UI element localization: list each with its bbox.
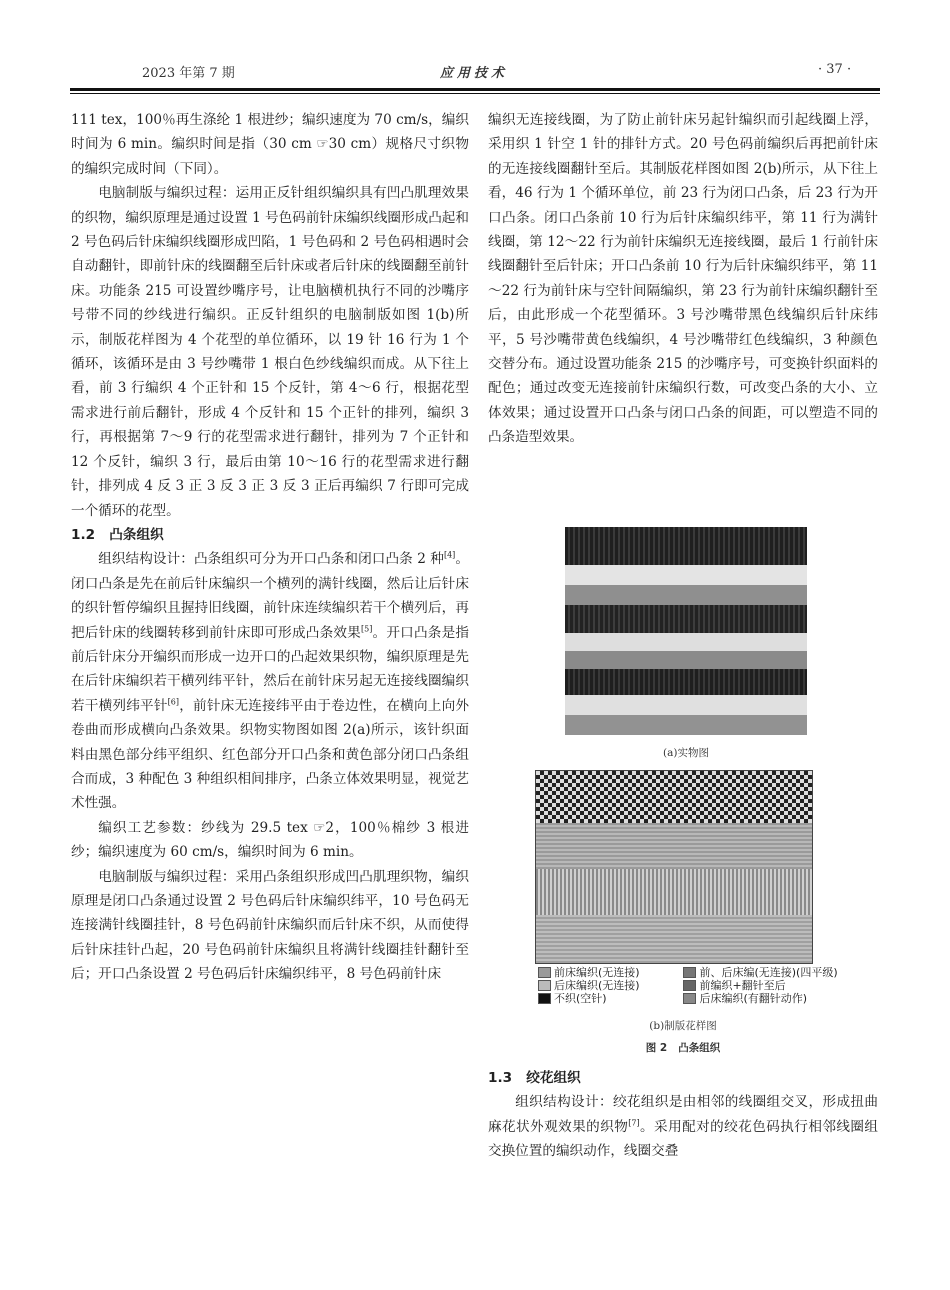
legend-swatch [683,967,696,978]
paragraph [71,547,469,815]
figure-name: 凸条组织 [678,1042,721,1054]
text-run: 组织结构设计：凸条组织可分为开口凸条和闭口凸条 2 种 [98,551,444,568]
left-column [71,108,469,987]
legend-item [538,992,683,1005]
text-run: 。开口凸条是指前后针床分开编织而形成一边开口的凸起效果织物，编织原理是先在后针床编织若干横列纬平针，然后在前针床另起无连接线圈编织若干横列纬平针 [71,624,470,714]
text-run: 。采用配对的绞花色码执行相邻线圈组交换位置的编织动作，线圈交叠 [488,1118,879,1160]
section-number: 1.2 [71,526,96,543]
figure-number: 图 2 [645,1042,668,1054]
legend-item [683,979,858,992]
paragraph: 电脑制版与编织过程：运用正反针组织编织具有凹凸肌理效果的织物，编织原理是通过设置 1 号色码前针床编织线圈形成凸起和 2 号色码后针床编织线圈形成凹陷，1 号色码和 2 号色码相遇时会自动翻针，即前针床的线圈翻至后针床或者后针床的线圈翻至前针床。功能条 215 可设置纱嘴序号，让电脑横机执行不同的沙嘴序号带不同的纱线进行编织。正反针组织的电脑制版如图 1(b)所示，制版花样图为 4 个花型的单位循环，以 19 针 16 行为 1 个循环，该循环是由 3 号纱嘴带 1 根白色纱线编织而成。从下往上看，前 3 行编织 4 个正针和 15 个反针，第 4～6 行，根据花型需求进行前后翻针，形成 4 个反针和 15 个正针的排列，编织 3 行，再根据第 7～9 行的花型需求进行翻针，排列为 7 个正针和 12 个反针，编织 3 行，最后由第 10～16 行的花型需求进行翻针，排列成 4 反 3 正 3 反 3 正 3 反 3 正后再编织 7 行即可完成一个循环的花型。 [71,185,469,519]
knitting-pattern-chart [535,770,813,964]
section-heading-1-2 [71,523,469,547]
legend-label: 后床编织(有翻针动作) [699,992,808,1005]
journal-issue: 2023 年第 7 期 [142,66,235,81]
section-title: 凸条组织 [109,526,164,543]
section-heading-1-3 [488,1066,878,1090]
legend-swatch [683,980,696,991]
text-run: 。闭口凸条是先在前后针床编织一个横列的满针线圈，然后让后针床的织针暂停编织且握持旧线圈，前针床连续编织若干个横列后，再把后针床的线圈转移到前针床即可形成凸条效果 [71,551,469,641]
text-run: 组织结构设计：绞花组织是由相邻的线圈组交叉，形成扭曲麻花状外观效果的织物 [488,1094,878,1135]
citation: [7] [628,1118,640,1128]
legend-label: 后床编织(无连接) [554,979,640,992]
legend-swatch [538,980,551,991]
figure-caption-a: (a)实物图 [663,747,709,759]
legend-label: 不织(空针) [554,992,607,1005]
legend-label: 前编织+翻针至后 [699,979,786,992]
header-rule-thin [70,93,880,94]
citation: [4] [443,550,456,560]
legend-item [683,992,858,1005]
figure-title [563,1040,803,1055]
fabric-photo [565,527,807,735]
legend-label: 前、后床编(无连接)(四平级) [699,966,838,979]
legend-item [538,979,683,992]
right-column [488,108,878,450]
figure-caption-b: (b)制版花样图 [649,1020,717,1032]
right-column-lower [488,1066,878,1164]
paragraph: 编织工艺参数：纱线为 29.5 tex ☞2，100％棉纱 3 根进纱；编织速度为 60 cm/s，编织时间为 6 min。 [71,819,469,861]
paragraph [488,1090,878,1163]
legend-item [683,966,858,979]
pattern-legend [538,966,858,1005]
legend-label: 前床编织(无连接) [554,966,640,979]
citation: [5] [361,624,373,633]
page-number: · 37 · [818,62,852,77]
legend-swatch [538,993,551,1004]
paragraph: 编织无连接线圈，为了防止前针床另起针编织而引起线圈上浮，采用织 1 针空 1 针的排针方式。20 号色码前编织后再把前针床的无连接线圈翻针至后。其制版花样图如图 2(b)所示，从下往上看，46 行为 1 个循环单位，前 23 行为闭口凸条，后 23 行为开口凸条。闭口凸条前 10 行为后针床编织纬平，第 11 行为满针线圈，第 12～22 行为前针床编织无连接线圈，最后 1 行前针床线圈翻针至后针床；开口凸条前 10 行为后针床编织纬平，第 11～22 行为前针床与空针间隔编织，第 23 行为前针床编织翻针至后，由此形成一个花型循环。3 号沙嘴带黑色线编织后针床纬平，5 号沙嘴带黄色线编织，4 号沙嘴带红色线编织，3 种颜色交替分布。通过设置功能条 215 的沙嘴序号，可变换针织面料的配色；通过改变无连接前针床编织行数，可改变凸条的大小、立体效果；通过设置开口凸条与闭口凸条的间距，可以塑造不同的凸条造型效果。 [488,112,878,446]
running-section-title: 应用技术 [440,66,509,81]
legend-item [538,966,683,979]
paragraph: 电脑制版与编织过程：采用凸条组织形成凹凸肌理织物，编织原理是闭口凸条通过设置 2 号色码后针床编织纬平，10 号色码无连接满针线圈挂针，8 号色码前针床编织而后针床不织，从而使得后针床挂针凸起，20 号色码前针床编织且将满针线圈挂针翻针至后；开口凸条设置 2 号色码后针床编织纬平，8 号色码前针床 [71,868,469,983]
paragraph: 111 tex，100％再生涤纶 1 根进纱；编织速度为 70 cm/s，编织时间为 6 min。编织时间是指（30 cm ☞30 cm）规格尺寸织物的编织完成时间（下同）。 [71,112,469,177]
legend-swatch [538,967,551,978]
section-title: 绞花组织 [526,1070,581,1086]
section-number: 1.3 [488,1070,513,1086]
citation: [6] [167,697,180,707]
legend-swatch [683,993,696,1004]
header-rule-thick [70,88,880,91]
text-run: ，前针床无连接纬平由于卷边性，在横向上向外卷曲而形成横向凸条效果。织物实物图如图 2(a)所示，该针织面料由黑色部分纬平组织、红色部分开口凸条和黄色部分闭口凸条组合而成，3 种配色 3 种组织相间排序，凸条立体效果明显，视觉艺术性强。 [71,697,470,812]
